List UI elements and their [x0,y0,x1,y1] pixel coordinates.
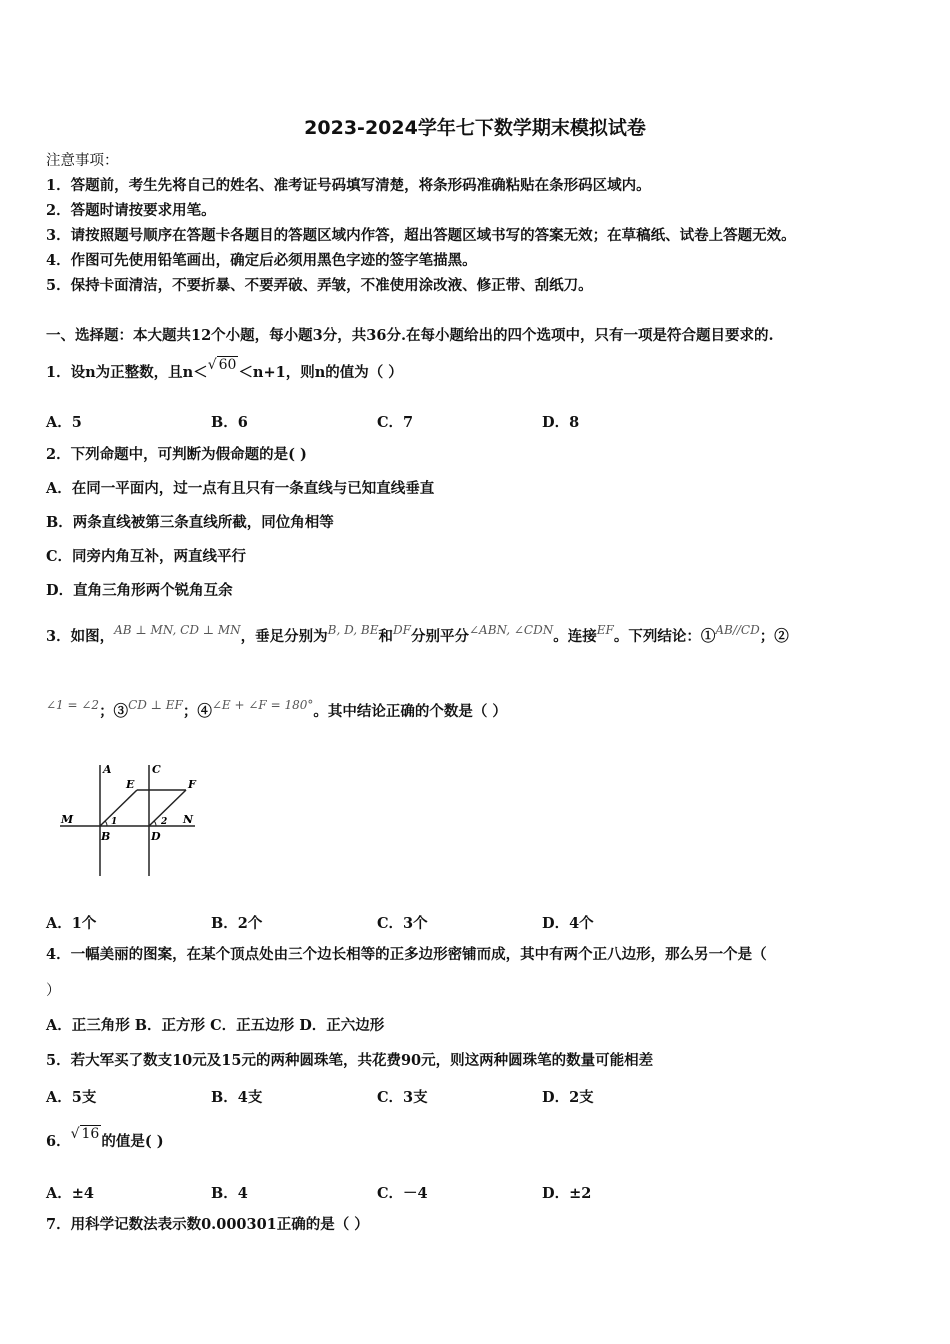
question-2: 2．下列命题中，可判断为假命题的是( ) [46,446,307,463]
label-b: B [101,830,111,843]
q3-text-9: ；④ [182,703,212,720]
q5-option-a: A．5支 [46,1089,97,1106]
q6-radicand: 16 [81,1126,100,1142]
q3-math-angle-eq: ∠1 = ∠2 [46,698,100,712]
q3-math-points: B, D, BE [327,623,379,637]
q1-option-a: A．5 [46,414,82,431]
q3-text-7: ；② [759,628,789,645]
q6-option-d: D．±2 [542,1185,592,1202]
question-7: 7．用科学记数法表示数0.000301正确的是（ ） [46,1216,369,1233]
q2-option-d: D．直角三角形两个锐角互余 [46,582,233,599]
label-d: D [151,830,161,843]
q3-text-10: 。其中结论正确的个数是（ ） [313,703,507,720]
q2-option-b: B．两条直线被第三条直线所截，同位角相等 [46,514,334,531]
q6-option-b: B．4 [211,1185,248,1202]
label-e: E [126,778,135,791]
q6-stem-post: 的值是( ) [101,1133,164,1150]
q1-radicand: 60 [218,357,237,373]
label-angle-2: 2 [161,817,168,827]
q3-text-1: 3．如图， [46,628,115,645]
q3-math-ef: EF [596,623,614,637]
q6-option-a: A．±4 [46,1185,94,1202]
label-c: C [152,763,161,776]
label-f: F [188,778,196,791]
q1-option-b: B．6 [211,414,248,431]
question-4-close: ） [46,983,61,999]
page-title: 2023-2024学年七下数学期末模拟试卷 [304,117,646,139]
segment-df [149,790,186,826]
q1-stem-pre: 1．设n为正整数，且n＜ [46,364,208,381]
q1-option-d: D．8 [542,414,580,431]
note-item-5: 5．保持卡面清洁，不要折暴、不要弄破、弄皱，不准使用涂改液、修正带、刮纸刀。 [46,277,593,294]
q1-sqrt: √ 60 [207,357,237,373]
q2-option-c: C．同旁内角互补，两直线平行 [46,548,247,565]
note-item-1: 1．答题前，考生先将自己的姓名、准考证号码填写清楚，将条形码准确粘贴在条形码区域内。 [46,177,651,194]
q3-math-angles: ∠ABN, ∠CDN [468,623,554,637]
q6-sqrt: √ 16 [70,1126,100,1142]
q3-math-perpendiculars: AB ⊥ MN, CD ⊥ MN [114,623,241,637]
q3-option-a: A．1个 [46,915,97,932]
note-item-3: 3．请按照题号顺序在答题卡各题目的答题区域内作答，超出答题区域书写的答案无效；在草稿纸、试卷上答题无效。 [46,227,796,244]
q3-math-cd-ef: CD ⊥ EF [128,698,183,712]
q3-text-8: ；③ [99,703,129,720]
notes-heading: 注意事项： [46,153,119,169]
q5-option-d: D．2支 [542,1089,594,1106]
q3-math-df: DF [393,623,411,637]
q3-option-b: B．2个 [211,915,263,932]
q4-options: A．正三角形 B．正方形 C．正五边形 D．正六边形 [46,1017,385,1034]
segment-be [100,790,137,826]
question-1 [46,357,403,382]
section-heading: 一、选择题：本大题共12个小题，每小题3分，共36分.在每小题给出的四个选项中，只有一项是符合题目要求的. [46,327,774,344]
question-4: 4．一幅美丽的图案，在某个顶点处由三个边长相等的正多边形密铺而成，其中有两个正八边形，那么另一个是（ [46,946,767,963]
question-6 [46,1126,164,1151]
label-n: N [183,813,194,826]
label-angle-1: 1 [111,817,118,827]
note-item-2: 2．答题时请按要求用笔。 [46,202,216,219]
q3-text-2: ，垂足分别为 [240,628,328,645]
q6-option-c: C．－4 [377,1185,428,1202]
q2-option-a: A．在同一平面内，过一点有且只有一条直线与已知直线垂直 [46,480,435,497]
q3-text-5: 。连接 [553,628,597,645]
q3-geometry-figure [55,760,205,880]
q5-option-b: B．4支 [211,1089,263,1106]
q3-math-sum: ∠E + ∠F = 180° [211,698,314,712]
q3-option-d: D．4个 [542,915,594,932]
q3-text-6: 。下列结论：① [613,628,716,645]
question-3-line-1 [46,623,789,646]
label-a: A [103,763,112,776]
q1-option-c: C．7 [377,414,414,431]
note-item-4: 4．作图可先使用铅笔画出，确定后必须用黑色字迹的签字笔描黑。 [46,252,477,269]
q3-text-3: 和 [378,628,394,645]
q3-text-4: 分别平分 [410,628,469,645]
q3-math-parallel: AB//CD [715,623,760,637]
q6-stem-pre: 6． [46,1133,71,1150]
q5-option-c: C．3支 [377,1089,428,1106]
q3-option-c: C．3个 [377,915,428,932]
question-5: 5．若大军买了数支10元及15元的两种圆珠笔，共花费90元，则这两种圆珠笔的数量可能相差 [46,1052,654,1069]
q1-stem-post: ＜n+1，则n的值为（ ） [238,364,403,381]
question-3-line-2 [46,698,507,721]
label-m: M [61,813,74,826]
